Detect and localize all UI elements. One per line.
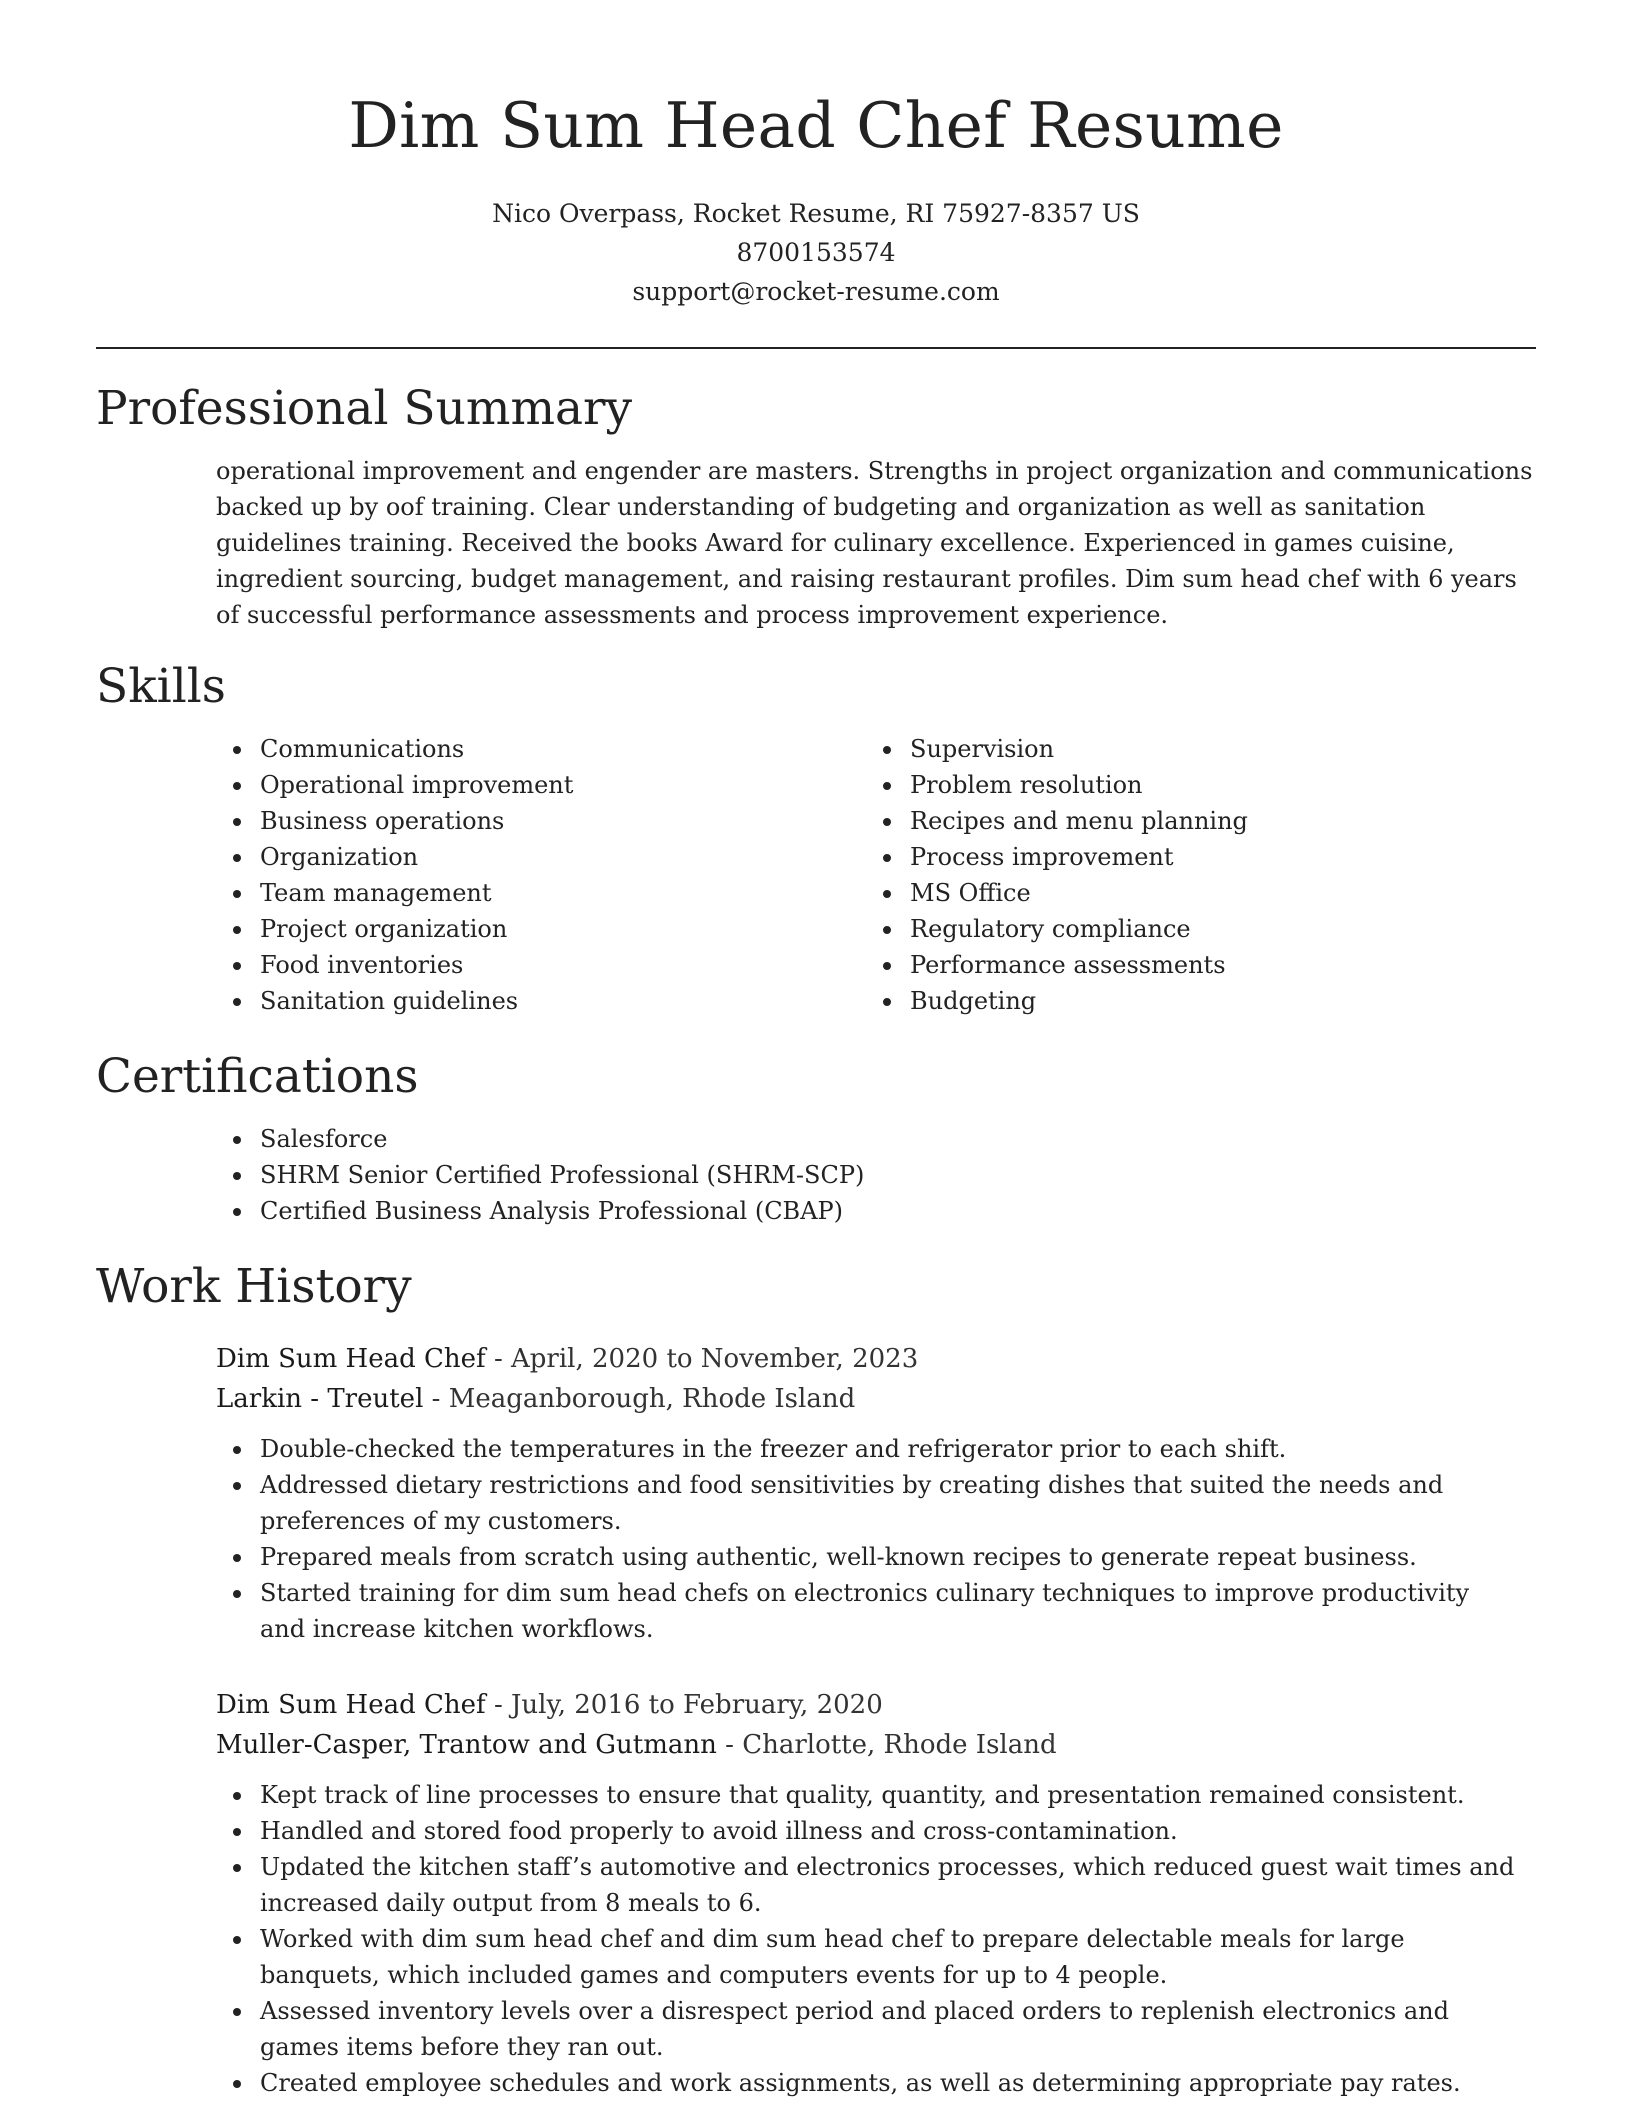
job-title-line bbox=[216, 1339, 1536, 1379]
certifications-section bbox=[96, 1047, 1536, 1229]
skill-item: Organization bbox=[260, 839, 910, 875]
certification-item: SHRM Senior Certified Professional (SHRM-SCP) bbox=[260, 1157, 1536, 1193]
skill-item: Food inventories bbox=[260, 947, 910, 983]
skill-item: Project organization bbox=[260, 911, 910, 947]
skill-item: Supervision bbox=[910, 731, 1470, 767]
skill-item: Budgeting bbox=[910, 983, 1470, 1019]
job-location: - Charlotte, Rhode Island bbox=[716, 1730, 1057, 1760]
job-duty-item: Updated the kitchen staff’s automotive and electronics processes, which reduced guest wait times and increased daily output from 8 meals to 6. bbox=[260, 1849, 1520, 1921]
skill-item: Recipes and menu planning bbox=[910, 803, 1470, 839]
skill-item: Process improvement bbox=[910, 839, 1470, 875]
job-company-line bbox=[216, 1725, 1536, 1765]
job-entry bbox=[216, 1685, 1536, 2101]
job-duty-item: Created employee schedules and work assignments, as well as determining appropriate pay rates. bbox=[260, 2065, 1520, 2101]
job-dates: - July, 2016 to February, 2020 bbox=[485, 1690, 883, 1720]
job-duty-item: Handled and stored food properly to avoid illness and cross-contamination. bbox=[260, 1813, 1520, 1849]
job-duty-item: Addressed dietary restrictions and food sensitivities by creating dishes that suited the needs and preferences of my customers. bbox=[260, 1467, 1520, 1539]
certifications-list bbox=[260, 1121, 1536, 1229]
work-history-section bbox=[96, 1257, 1536, 2101]
work-history-heading: Work History bbox=[96, 1259, 412, 1314]
job-duty-item: Prepared meals from scratch using authentic, well-known recipes to generate repeat business. bbox=[260, 1539, 1520, 1575]
job-location: - Meaganborough, Rhode Island bbox=[423, 1384, 856, 1414]
skill-item: Communications bbox=[260, 731, 910, 767]
summary-text: operational improvement and engender are masters. Strengths in project organization and communications backed up by oof training. Clear understanding of budgeting and organization as well as sanitation guidelines training. Received the books Award for culinary excellence. Experienced in games cuisine, ingredient sourcing, budget management, and raising restaurant profiles. Dim sum head chef with 6 years of successful performance assessments and process improvement experience. bbox=[216, 457, 1533, 629]
skills-heading: Skills bbox=[96, 659, 226, 714]
job-company-line bbox=[216, 1379, 1536, 1419]
contact-phone: 8700153574 bbox=[736, 238, 896, 267]
summary-heading: Professional Summary bbox=[96, 381, 633, 436]
job-entry bbox=[216, 1339, 1536, 1647]
job-duty-item: Double-checked the temperatures in the freezer and refrigerator prior to each shift. bbox=[260, 1431, 1520, 1467]
job-title: Dim Sum Head Chef bbox=[216, 1690, 486, 1720]
skill-item: Business operations bbox=[260, 803, 910, 839]
job-company: Muller-Casper, Trantow and Gutmann bbox=[216, 1730, 717, 1760]
job-company: Larkin - Treutel bbox=[216, 1384, 424, 1414]
contact-block bbox=[96, 194, 1536, 311]
contact-email: support@rocket-resume.com bbox=[632, 277, 1000, 306]
job-duties-list bbox=[260, 1777, 1520, 2101]
certifications-heading: Certifications bbox=[96, 1049, 419, 1104]
page-title: Dim Sum Head Chef Resume bbox=[348, 89, 1284, 162]
skills-columns bbox=[96, 731, 1536, 1019]
job-title-line bbox=[216, 1685, 1536, 1725]
skill-item: Regulatory compliance bbox=[910, 911, 1470, 947]
certification-item: Salesforce bbox=[260, 1121, 1536, 1157]
job-dates: - April, 2020 to November, 2023 bbox=[485, 1344, 919, 1374]
contact-address: Nico Overpass, Rocket Resume, RI 75927-8357 US bbox=[492, 199, 1140, 228]
skills-list-left bbox=[260, 731, 910, 1019]
skill-item: Team management bbox=[260, 875, 910, 911]
skill-item: Performance assessments bbox=[910, 947, 1470, 983]
summary-section bbox=[96, 379, 1536, 633]
job-title: Dim Sum Head Chef bbox=[216, 1344, 486, 1374]
skill-item: MS Office bbox=[910, 875, 1470, 911]
job-duty-item: Started training for dim sum head chefs on electronics culinary techniques to improve productivity and increase kitchen workflows. bbox=[260, 1575, 1520, 1647]
job-duty-item: Worked with dim sum head chef and dim sum head chef to prepare delectable meals for large banquets, which included games and computers events for up to 4 people. bbox=[260, 1921, 1520, 1993]
header-divider bbox=[96, 347, 1536, 349]
skill-item: Sanitation guidelines bbox=[260, 983, 910, 1019]
job-duties-list bbox=[260, 1431, 1520, 1647]
job-duty-item: Kept track of line processes to ensure that quality, quantity, and presentation remained consistent. bbox=[260, 1777, 1520, 1813]
skills-list-right bbox=[910, 731, 1470, 1019]
skill-item: Problem resolution bbox=[910, 767, 1470, 803]
job-duty-item: Assessed inventory levels over a disrespect period and placed orders to replenish electronics and games items before they ran out. bbox=[260, 1993, 1520, 2065]
skills-section bbox=[96, 657, 1536, 1019]
resume-page bbox=[96, 0, 1536, 2101]
skill-item: Operational improvement bbox=[260, 767, 910, 803]
certification-item: Certified Business Analysis Professional (CBAP) bbox=[260, 1193, 1536, 1229]
